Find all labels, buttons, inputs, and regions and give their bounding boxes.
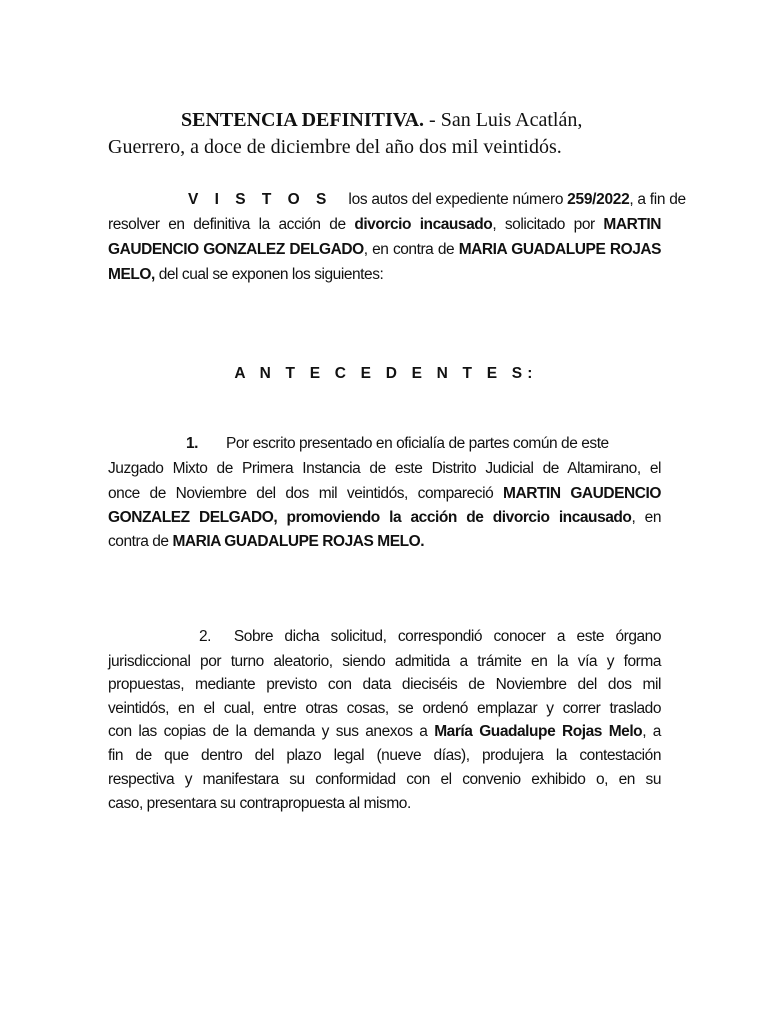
defendant-name: MARIA GUADALUPE ROJAS MELO. — [172, 533, 425, 550]
item1-number: 1. — [186, 435, 199, 452]
item1-line-3 — [108, 482, 661, 505]
vistos-line-4 — [108, 263, 661, 286]
defendant-name: MARIA GUADALUPE ROJAS — [458, 241, 662, 258]
defendant-name: MELO, — [108, 266, 155, 283]
sentence-title — [181, 110, 741, 130]
item2-line-5 — [108, 720, 661, 743]
item2-number: 2. — [199, 628, 212, 645]
vistos-line-3 — [108, 238, 661, 261]
plaintiff-name: MARTIN — [603, 216, 661, 233]
item2-line-4: veintidós, en el cual, entre otras cosas, se ordenó emplazar y correr traslado — [108, 700, 661, 717]
vistos-text: los autos del expediente número — [348, 191, 568, 208]
item1-text: contra de — [108, 533, 173, 550]
vistos-text: , solicitado por — [492, 216, 604, 233]
plaintiff-name: GAUDENCIO GONZALEZ DELGADO — [108, 241, 364, 258]
item1-text: , en — [631, 509, 662, 526]
item2-line-6: fin de que dentro del plazo legal (nueve días), produjera la contestación — [108, 747, 661, 764]
sentence-title-bold: SENTENCIA DEFINITIVA. — [181, 109, 425, 131]
item2-line-7: respectiva y manifestara su conformidad con el convenio exhibido o, en su — [108, 771, 661, 788]
item2-line-8: caso, presentara su contrapropuesta al mismo. — [108, 795, 411, 812]
item1-line-4 — [108, 506, 661, 529]
item2-line-2: jurisdiccional por turno aleatorio, siendo admitida a trámite en la vía y forma — [108, 653, 661, 670]
item1-text: once de Noviembre del dos mil veintidós, compareció — [108, 485, 504, 502]
defendant-name: María Guadalupe Rojas Melo — [434, 723, 643, 740]
vistos-word: V I S T O S — [188, 191, 333, 208]
item1-text: Por escrito presentado en oficialía de partes común de este — [226, 435, 609, 452]
plaintiff-action: GONZALEZ DELGADO, promoviendo la acción de divorcio incausado — [108, 509, 632, 526]
item1-line-1 — [186, 432, 661, 455]
vistos-text: , a fin de — [629, 191, 686, 208]
vistos-text: del cual se exponen los siguientes: — [154, 266, 384, 283]
item1-line-2: Juzgado Mixto de Primera Instancia de este Distrito Judicial de Altamirano, el — [108, 460, 661, 477]
item2-line-1 — [199, 625, 661, 648]
vistos-text: , en contra de — [363, 241, 459, 258]
item2-text: con las copias de la demanda y sus anexos a — [108, 723, 435, 740]
item2-text: Sobre dicha solicitud, correspondió conocer a este órgano — [233, 628, 662, 645]
item2-line-3: propuestas, mediante previsto con data dieciséis de Noviembre del dos mil — [108, 676, 661, 693]
case-number: 259/2022 — [567, 191, 630, 208]
vistos-line-2 — [108, 213, 661, 236]
vistos-text: resolver en definitiva la acción de — [108, 216, 355, 233]
vistos-line-1 — [188, 188, 686, 211]
sentence-title-location: - San Luis Acatlán, — [424, 109, 583, 131]
sentence-date: Guerrero, a doce de diciembre del año dos mil veintidós. — [108, 136, 562, 158]
item1-line-5 — [108, 530, 661, 553]
plaintiff-name: MARTIN GAUDENCIO — [503, 485, 661, 502]
antecedentes-heading: A N T E C E D E N T E S: — [234, 365, 538, 382]
action-type: divorcio incausado — [354, 216, 493, 233]
item2-text: , a — [642, 723, 661, 740]
